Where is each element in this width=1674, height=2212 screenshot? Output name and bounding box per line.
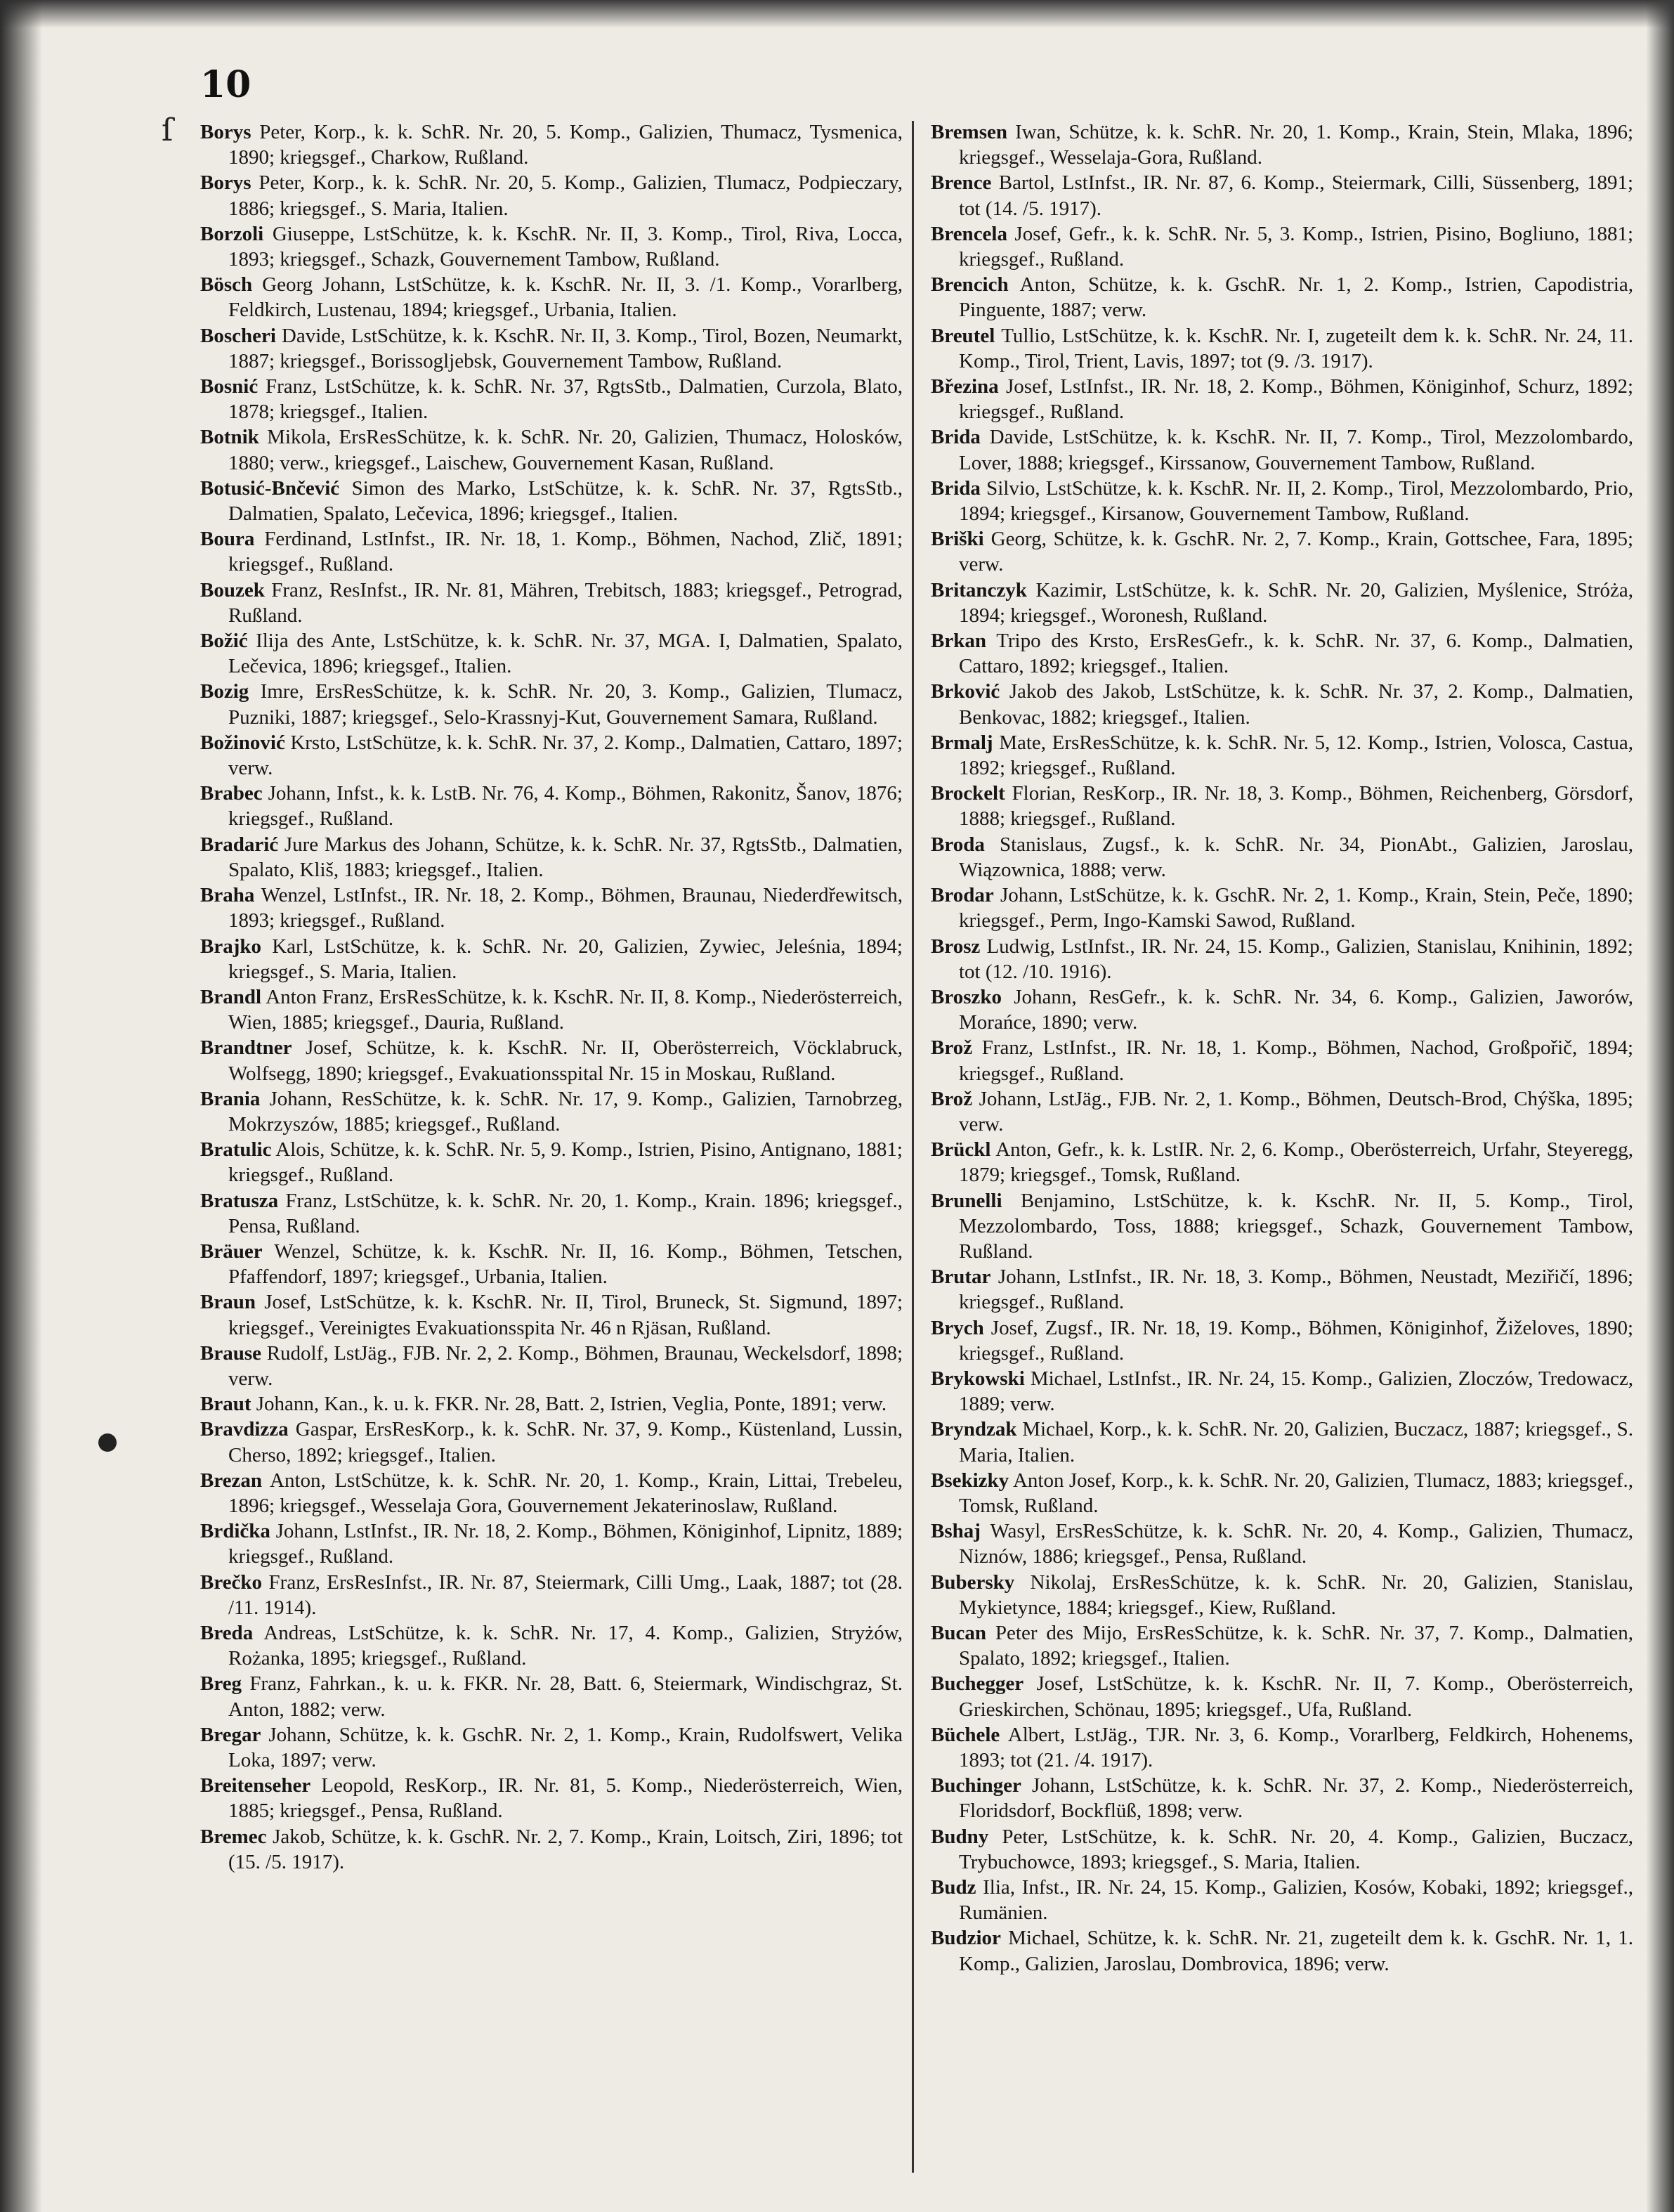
entry-surname: Brockelt bbox=[931, 782, 1005, 805]
scan-shadow-top bbox=[0, 0, 1674, 28]
entry-details: Franz, LstInfst., IR. Nr. 18, 1. Komp., Böhmen, Nachod, Großpořič, 1894; kriegsgef., Rußland. bbox=[959, 1036, 1633, 1085]
list-entry bbox=[931, 1264, 1633, 1315]
entry-surname: Bravdizza bbox=[200, 1418, 289, 1441]
scan-shadow-left bbox=[0, 0, 42, 2212]
list-entry bbox=[931, 374, 1633, 424]
entry-details: Mikola, ErsResSchütze, k. k. SchR. Nr. 20, Galizien, Thumacz, Holosków, 1880; verw., kriegsgef., Laischew, Gouvernement Kasan, Rußland. bbox=[228, 426, 903, 474]
entry-details: Anton, Schütze, k. k. GschR. Nr. 1, 2. Komp., Istrien, Capodistria, Pinguente, 1887; verw. bbox=[959, 273, 1634, 322]
list-entry bbox=[200, 1570, 903, 1620]
entry-details: Franz, LstSchütze, k. k. SchR. Nr. 37, RgtsStb., Dalmatien, Curzola, Blato, 1878; kriegsgef., Italien. bbox=[228, 375, 903, 424]
list-entry bbox=[931, 578, 1633, 628]
entry-surname: Budz bbox=[931, 1876, 976, 1899]
entry-surname: Brosz bbox=[931, 935, 981, 958]
entry-details: Jakob, Schütze, k. k. GschR. Nr. 2, 7. Komp., Krain, Loitsch, Ziri, 1896; tot (15. /5. 1917). bbox=[228, 1825, 903, 1873]
entry-surname: Braun bbox=[200, 1291, 256, 1314]
entry-details: Krsto, LstSchütze, k. k. SchR. Nr. 37, 2. Komp., Dalmatien, Cattaro, 1897; verw. bbox=[228, 731, 903, 780]
entry-surname: Brückl bbox=[931, 1138, 991, 1162]
list-entry bbox=[200, 1773, 903, 1823]
entry-surname: Büchele bbox=[931, 1723, 1000, 1746]
entry-surname: Brož bbox=[931, 1036, 973, 1060]
list-entry bbox=[200, 628, 903, 679]
entry-details: Giuseppe, LstSchütze, k. k. KschR. Nr. II, 3. Komp., Tirol, Riva, Locca, 1893; kriegsgef., Schazk, Gouvernement Tambow, Rußland. bbox=[228, 222, 903, 271]
list-entry bbox=[931, 781, 1633, 831]
entry-details: Anton Josef, Korp., k. k. SchR. Nr. 20, Galizien, Tlumacz, 1883; kriegsgef., Tomsk, Rußland. bbox=[959, 1469, 1633, 1517]
entry-surname: Bubersky bbox=[931, 1570, 1015, 1594]
list-entry bbox=[931, 1570, 1633, 1620]
list-entry bbox=[931, 476, 1633, 526]
list-entry bbox=[200, 424, 903, 475]
entry-details: Florian, ResKorp., IR. Nr. 18, 3. Komp., Böhmen, Reichenberg, Görsdorf, 1888; kriegsgef., Rußland. bbox=[959, 782, 1633, 831]
entry-details: Peter, LstSchütze, k. k. SchR. Nr. 20, 4. Komp., Galizien, Buczacz, Trybuchowce, 1893; kriegsgef., S. Maria, Italien. bbox=[959, 1825, 1633, 1873]
entry-surname: Brož bbox=[931, 1087, 973, 1110]
list-entry bbox=[931, 1468, 1633, 1518]
page-number: 10 bbox=[200, 63, 251, 106]
entry-surname: Brida bbox=[931, 426, 981, 449]
list-entry bbox=[200, 730, 903, 781]
list-entry bbox=[931, 934, 1633, 984]
entry-surname: Bshaj bbox=[931, 1520, 981, 1543]
entry-details: Josef, LstSchütze, k. k. KschR. Nr. II, Tirol, Bruneck, St. Sigmund, 1897; kriegsgef., Vereinigtes Evakuationsspita Nr. 46 n Rjäsan, Rußland. bbox=[228, 1291, 903, 1339]
list-entry bbox=[931, 679, 1633, 729]
entry-surname: Borys bbox=[200, 171, 251, 195]
entry-surname: Bräuer bbox=[200, 1240, 263, 1263]
entry-details: Kazimir, LstSchütze, k. k. SchR. Nr. 20, Galizien, Myślenice, Stróża, 1894; kriegsgef., Woronesh, Rußland. bbox=[959, 578, 1634, 627]
list-entry bbox=[931, 1366, 1633, 1417]
entry-surname: Buchegger bbox=[931, 1672, 1024, 1696]
entry-details: Michael, LstInfst., IR. Nr. 24, 15. Komp., Galizien, Zloczów, Tredowacz, 1889; verw. bbox=[959, 1367, 1633, 1416]
list-entry bbox=[200, 221, 903, 272]
entry-details: Michael, Schütze, k. k. SchR. Nr. 21, zugeteilt dem k. k. GschR. Nr. 1, 1. Komp., Galizien, Jaroslau, Dombrovica, 1896; verw. bbox=[959, 1927, 1634, 1975]
list-entry bbox=[931, 526, 1633, 577]
list-entry bbox=[200, 1086, 903, 1137]
list-entry bbox=[200, 1620, 903, 1671]
list-entry bbox=[931, 119, 1633, 170]
list-entry bbox=[200, 170, 903, 221]
entry-surname: Bradarić bbox=[200, 833, 279, 856]
entry-details: Karl, LstSchütze, k. k. SchR. Nr. 20, Galizien, Zywiec, Jeleśnia, 1894; kriegsgef., S. Maria, Italien. bbox=[228, 935, 903, 983]
entry-details: Georg Johann, LstSchütze, k. k. KschR. Nr. II, 3. /1. Komp., Vorarlberg, Feldkirch, Lustenau, 1894; kriegsgef., Urbania, Italien. bbox=[228, 273, 903, 322]
list-entry bbox=[200, 934, 903, 984]
entry-surname: Botnik bbox=[200, 426, 259, 449]
entry-details: Johann, ResGefr., k. k. SchR. Nr. 34, 6. Komp., Galizien, Jaworów, Morańce, 1890; verw. bbox=[959, 985, 1634, 1034]
entry-details: Josef, Gefr., k. k. SchR. Nr. 5, 3. Komp., Istrien, Pisino, Bogliuno, 1881; kriegsgef., Rußland. bbox=[959, 222, 1633, 271]
left-column bbox=[200, 119, 903, 1875]
list-entry bbox=[931, 1875, 1633, 1925]
entry-surname: Brause bbox=[200, 1341, 261, 1365]
entry-details: Johann, ResSchütze, k. k. SchR. Nr. 17, 9. Komp., Galizien, Tarnobrzeg, Mokrzyszów, 1885; kriegsgef., Rußland. bbox=[228, 1087, 903, 1136]
list-entry bbox=[931, 832, 1633, 883]
entry-details: Johann, LstSchütze, k. k. SchR. Nr. 37, 2. Komp., Niederösterreich, Floridsdorf, Bockflüß, 1898; verw. bbox=[959, 1774, 1633, 1823]
list-entry bbox=[200, 1468, 903, 1518]
column-divider bbox=[912, 121, 914, 2173]
entry-surname: Brencela bbox=[931, 222, 1007, 245]
entry-details: Bartol, LstInfst., IR. Nr. 87, 6. Komp., Steiermark, Cilli, Süssenberg, 1891; tot (14. /5. 1917). bbox=[959, 171, 1633, 220]
list-entry bbox=[200, 1341, 903, 1391]
list-entry bbox=[931, 1417, 1633, 1467]
list-entry bbox=[200, 1188, 903, 1239]
entry-details: Peter des Mijo, ErsResSchütze, k. k. SchR. Nr. 37, 7. Komp., Dalmatien, Spalato, 1892; kriegsgef., Italien. bbox=[959, 1621, 1633, 1670]
list-entry bbox=[931, 1824, 1633, 1875]
entry-details: Ilia, Infst., IR. Nr. 24, 15. Komp., Galizien, Kosów, Kobaki, 1892; kriegsgef., Rumänien. bbox=[959, 1876, 1633, 1925]
list-entry bbox=[931, 984, 1633, 1035]
entry-surname: Breg bbox=[200, 1672, 242, 1696]
list-entry bbox=[200, 119, 903, 170]
entry-details: Peter, Korp., k. k. SchR. Nr. 20, 5. Komp., Galizien, Thumacz, Tysmenica, 1890; kriegsgef., Charkow, Rußland. bbox=[228, 121, 903, 169]
entry-surname: Boscheri bbox=[200, 324, 276, 347]
list-entry bbox=[931, 1925, 1633, 1976]
entry-surname: Bryndzak bbox=[931, 1418, 1017, 1441]
list-entry bbox=[200, 1289, 903, 1340]
list-entry bbox=[200, 323, 903, 374]
entry-surname: Bratulic bbox=[200, 1138, 272, 1162]
entry-surname: Borys bbox=[200, 121, 251, 143]
list-entry bbox=[200, 1518, 903, 1569]
entry-details: Stanislaus, Zugsf., k. k. SchR. Nr. 34, PionAbt., Galizien, Jaroslau, Wiązownica, 1888; verw. bbox=[959, 833, 1634, 881]
entry-surname: Bregar bbox=[200, 1723, 261, 1746]
entry-surname: Brych bbox=[931, 1316, 984, 1339]
entry-details: Josef, LstSchütze, k. k. KschR. Nr. II, 7. Komp., Oberösterreich, Grieskirchen, Schönau, 1895; kriegsgef., Ufa, Rußland. bbox=[959, 1672, 1634, 1721]
entry-surname: Brmalj bbox=[931, 731, 993, 754]
list-entry bbox=[200, 1035, 903, 1086]
entry-surname: Brković bbox=[931, 680, 1000, 703]
entry-details: Wasyl, ErsResSchütze, k. k. SchR. Nr. 20, 4. Komp., Galizien, Thumacz, Niznów, 1886; kriegsgef., Pensa, Rußland. bbox=[959, 1520, 1634, 1568]
entry-surname: Broszko bbox=[931, 985, 1002, 1008]
entry-surname: Bremec bbox=[200, 1825, 267, 1848]
entry-surname: Božinović bbox=[200, 731, 285, 754]
list-entry bbox=[200, 1417, 903, 1467]
entry-surname: Brdička bbox=[200, 1520, 270, 1543]
list-entry bbox=[931, 1722, 1633, 1773]
entry-surname: Bouzek bbox=[200, 578, 265, 601]
entry-details: Franz, Fahrkan., k. u. k. FKR. Nr. 28, Batt. 6, Steiermark, Windischgraz, St. Anton, 1882; verw. bbox=[228, 1672, 903, 1721]
list-entry bbox=[931, 1188, 1633, 1265]
entry-details: Franz, ErsResInfst., IR. Nr. 87, Steiermark, Cilli Umg., Laak, 1887; tot (28. /11. 1914). bbox=[228, 1570, 903, 1619]
entry-surname: Bsekizky bbox=[931, 1469, 1009, 1492]
list-entry bbox=[931, 170, 1633, 221]
list-entry bbox=[200, 781, 903, 831]
entry-details: Ferdinand, LstInfst., IR. Nr. 18, 1. Komp., Böhmen, Nachod, Zlič, 1891; kriegsgef., Rußland. bbox=[228, 528, 903, 576]
list-entry bbox=[931, 628, 1633, 679]
entry-surname: Brida bbox=[931, 476, 981, 500]
entry-surname: Briški bbox=[931, 528, 984, 551]
entry-details: Jakob des Jakob, LstSchütze, k. k. SchR. Nr. 37, 2. Komp., Dalmatien, Benkovac, 1882; kriegsgef., Italien. bbox=[959, 680, 1633, 729]
entry-surname: Braha bbox=[200, 884, 255, 907]
entry-surname: Bremsen bbox=[931, 121, 1008, 143]
entry-surname: Brandtner bbox=[200, 1036, 292, 1060]
entry-details: Anton, Gefr., k. k. LstIR. Nr. 2, 6. Komp., Oberösterreich, Urfahr, Steyeregg, 1879; kriegsgef., Tomsk, Rußland. bbox=[959, 1138, 1633, 1187]
entry-details: Silvio, LstSchütze, k. k. KschR. Nr. II, 2. Komp., Tirol, Mezzolombardo, Prio, 1894; kriegsgef., Kirsanow, Gouvernement Tambow, Rußland. bbox=[959, 476, 1633, 526]
list-entry bbox=[200, 1391, 903, 1417]
entry-details: Leopold, ResKorp., IR. Nr. 81, 5. Komp., Niederösterreich, Wien, 1885; kriegsgef., Pensa, Rußland. bbox=[228, 1774, 903, 1823]
list-entry bbox=[200, 272, 903, 323]
entry-details: Davide, LstSchütze, k. k. KschR. Nr. II, 7. Komp., Tirol, Mezzolombardo, Lover, 1888; kriegsgef., Kirssanow, Gouvernement Tambow, Rußland. bbox=[959, 426, 1634, 474]
entry-surname: Breda bbox=[200, 1621, 254, 1644]
list-entry bbox=[931, 272, 1633, 323]
scan-shadow-right bbox=[1646, 0, 1674, 2212]
entry-surname: Budzior bbox=[931, 1927, 1001, 1950]
list-entry bbox=[931, 1035, 1633, 1086]
entry-details: Simon des Marko, LstSchütze, k. k. SchR. Nr. 37, RgtsStb., Dalmatien, Spalato, Lečevica, 1896; kriegsgef., Italien. bbox=[228, 476, 903, 526]
entry-details: Andreas, LstSchütze, k. k. SchR. Nr. 17, 4. Komp., Galizien, Stryżów, Rożanka, 1895; kriegsgef., Rußland. bbox=[228, 1621, 903, 1670]
entry-surname: Bosnić bbox=[200, 375, 259, 398]
entry-details: Georg, Schütze, k. k. GschR. Nr. 2, 7. Komp., Krain, Gottschee, Fara, 1895; verw. bbox=[959, 528, 1634, 576]
entry-surname: Bucan bbox=[931, 1621, 986, 1644]
list-entry bbox=[931, 323, 1633, 374]
entry-surname: Broda bbox=[931, 833, 985, 856]
list-entry bbox=[200, 679, 903, 729]
entry-details: Johann, LstSchütze, k. k. GschR. Nr. 2, 1. Komp., Krain, Stein, Peče, 1890; kriegsgef., Perm, Ingo-Kamski Sawod, Rußland. bbox=[959, 884, 1634, 932]
entry-surname: Bratusza bbox=[200, 1189, 279, 1212]
entry-details: Wenzel, LstInfst., IR. Nr. 18, 2. Komp., Böhmen, Braunau, Niederdřewitsch, 1893; kriegsgef., Rußland. bbox=[228, 884, 903, 932]
entry-details: Tullio, LstSchütze, k. k. KschR. Nr. I, zugeteilt dem k. k. SchR. Nr. 24, 11. Komp., Tirol, Trient, Lavis, 1897; tot (9. /3. 1917). bbox=[959, 324, 1633, 372]
list-entry bbox=[200, 374, 903, 424]
entry-details: Iwan, Schütze, k. k. SchR. Nr. 20, 1. Komp., Krain, Stein, Mlaka, 1896; kriegsgef., Wesselaja-Gora, Rußland. bbox=[959, 121, 1634, 169]
list-entry bbox=[200, 1824, 903, 1875]
entry-surname: Bozig bbox=[200, 680, 249, 703]
entry-details: Jure Markus des Johann, Schütze, k. k. SchR. Nr. 37, RgtsStb., Dalmatien, Spalato, Kliš, 1883; kriegsgef., Italien. bbox=[228, 833, 903, 881]
ink-spot bbox=[98, 1433, 117, 1452]
list-entry bbox=[931, 1086, 1633, 1137]
entry-details: Johann, LstJäg., FJB. Nr. 2, 1. Komp., Böhmen, Deutsch-Brod, Chýška, 1895; verw. bbox=[959, 1087, 1633, 1136]
list-entry bbox=[200, 476, 903, 526]
right-column bbox=[931, 119, 1633, 1977]
list-entry bbox=[200, 832, 903, 883]
entry-details: Albert, LstJäg., TJR. Nr. 3, 6. Komp., Vorarlberg, Feldkirch, Hohenems, 1893; tot (21. /4. 1917). bbox=[959, 1723, 1633, 1771]
entry-surname: Brence bbox=[931, 171, 992, 195]
list-entry bbox=[931, 221, 1633, 272]
entry-details: Johann, LstInfst., IR. Nr. 18, 2. Komp., Böhmen, Königinhof, Lipnitz, 1889; kriegsgef., Rußland. bbox=[228, 1520, 903, 1568]
entry-surname: Brania bbox=[200, 1087, 261, 1110]
entry-details: Nikolaj, ErsResSchütze, k. k. SchR. Nr. 20, Galizien, Stanislau, Mykietynce, 1884; kriegsgef., Kiew, Rußland. bbox=[959, 1570, 1634, 1619]
entry-details: Michael, Korp., k. k. SchR. Nr. 20, Galizien, Buczacz, 1887; kriegsgef., S. Maria, Italien. bbox=[959, 1418, 1634, 1466]
list-entry bbox=[931, 1137, 1633, 1188]
entry-details: Mate, ErsResSchütze, k. k. SchR. Nr. 5, 12. Komp., Istrien, Volosca, Castua, 1892; kriegsgef., Rußland. bbox=[959, 731, 1634, 780]
entry-surname: Budny bbox=[931, 1825, 989, 1848]
entry-surname: Brykowski bbox=[931, 1367, 1025, 1390]
entry-details: Gaspar, ErsResKorp., k. k. SchR. Nr. 37, 9. Komp., Küstenland, Lussin, Cherso, 1892; kriegsgef., Italien. bbox=[228, 1418, 903, 1466]
entry-surname: Breitenseher bbox=[200, 1774, 311, 1797]
entry-surname: Brečko bbox=[200, 1570, 263, 1594]
entry-details: Johann, Infst., k. k. LstB. Nr. 76, 4. Komp., Böhmen, Rakonitz, Šanov, 1876; kriegsgef., Rußland. bbox=[228, 782, 903, 831]
entry-surname: Brencich bbox=[931, 273, 1009, 297]
entry-surname: Březina bbox=[931, 375, 999, 398]
entry-surname: Brkan bbox=[931, 630, 986, 653]
list-entry bbox=[200, 1671, 903, 1722]
entry-details: Josef, Zugsf., IR. Nr. 18, 19. Komp., Böhmen, Königinhof, Žiželoves, 1890; kriegsgef., Rußland. bbox=[959, 1316, 1634, 1365]
list-entry bbox=[200, 526, 903, 577]
entry-details: Josef, LstInfst., IR. Nr. 18, 2. Komp., Böhmen, Königinhof, Schurz, 1892; kriegsgef., Rußland. bbox=[959, 375, 1633, 424]
entry-details: Johann, Kan., k. u. k. FKR. Nr. 28, Batt. 2, Istrien, Veglia, Ponte, 1891; verw. bbox=[256, 1393, 887, 1416]
list-entry bbox=[931, 1518, 1633, 1569]
entry-details: Ilija des Ante, LstSchütze, k. k. SchR. Nr. 37, MGA. I, Dalmatien, Spalato, Lečevica, 1896; kriegsgef., Italien. bbox=[228, 630, 903, 678]
entry-surname: Britanczyk bbox=[931, 578, 1027, 601]
entry-details: Anton, LstSchütze, k. k. SchR. Nr. 20, 1. Komp., Krain, Littai, Trebeleu, 1896; kriegsgef., Wesselaja Gora, Gouvernement Jekaterinoslaw, Rußland. bbox=[228, 1469, 903, 1517]
entry-details: Johann, LstInfst., IR. Nr. 18, 3. Komp., Böhmen, Neustadt, Meziřičí, 1896; kriegsgef., Rußland. bbox=[959, 1266, 1634, 1314]
entry-surname: Brutar bbox=[931, 1266, 991, 1289]
entry-details: Johann, Schütze, k. k. GschR. Nr. 2, 1. Komp., Krain, Rudolfswert, Velika Loka, 1897; verw. bbox=[228, 1723, 903, 1771]
entry-details: Josef, Schütze, k. k. KschR. Nr. II, Oberösterreich, Vöcklabruck, Wolfsegg, 1890; kriegsgef., Evakuationsspital Nr. 15 in Moskau, Rußland. bbox=[228, 1036, 903, 1085]
entry-details: Peter, Korp., k. k. SchR. Nr. 20, 5. Komp., Galizien, Tlumacz, Podpieczary, 1886; kriegsgef., S. Maria, Italien. bbox=[228, 171, 903, 220]
entry-surname: Božić bbox=[200, 630, 248, 653]
list-entry bbox=[931, 1773, 1633, 1823]
entry-details: Tripo des Krsto, ErsResGefr., k. k. SchR. Nr. 37, 6. Komp., Dalmatien, Cattaro, 1892; kriegsgef., Italien. bbox=[959, 630, 1633, 678]
entry-details: Alois, Schütze, k. k. SchR. Nr. 5, 9. Komp., Istrien, Pisino, Antignano, 1881; kriegsgef., Rußland. bbox=[228, 1138, 903, 1187]
entry-surname: Buchinger bbox=[931, 1774, 1021, 1797]
list-entry bbox=[200, 1137, 903, 1188]
list-entry bbox=[931, 730, 1633, 781]
list-entry bbox=[931, 1620, 1633, 1671]
entry-details: Wenzel, Schütze, k. k. KschR. Nr. II, 16. Komp., Böhmen, Tetschen, Pfaffendorf, 1897; kriegsgef., Urbania, Italien. bbox=[228, 1240, 903, 1289]
entry-surname: Brabec bbox=[200, 782, 263, 805]
list-entry bbox=[931, 883, 1633, 933]
entry-surname: Bösch bbox=[200, 273, 253, 297]
entry-details: Franz, ResInfst., IR. Nr. 81, Mähren, Trebitsch, 1883; kriegsgef., Petrograd, Rußland. bbox=[228, 578, 903, 627]
entry-details: Franz, LstSchütze, k. k. SchR. Nr. 20, 1. Komp., Krain. 1896; kriegsgef., Pensa, Rußland. bbox=[228, 1189, 903, 1237]
list-entry bbox=[200, 1722, 903, 1773]
list-entry bbox=[931, 1315, 1633, 1366]
entry-surname: Brandl bbox=[200, 985, 262, 1008]
entry-surname: Brajko bbox=[200, 935, 261, 958]
entry-surname: Brezan bbox=[200, 1469, 263, 1492]
list-entry bbox=[200, 883, 903, 933]
list-entry bbox=[200, 1239, 903, 1289]
entry-surname: Brodar bbox=[931, 884, 994, 907]
entry-details: Imre, ErsResSchütze, k. k. SchR. Nr. 20, 3. Komp., Galizien, Tlumacz, Puzniki, 1887; kriegsgef., Selo-Krassnyj-Kut, Gouvernement Samara, Rußland. bbox=[228, 680, 903, 729]
list-entry bbox=[931, 424, 1633, 475]
list-entry bbox=[200, 984, 903, 1035]
list-entry bbox=[200, 578, 903, 628]
margin-mark: ſ bbox=[162, 112, 174, 148]
entry-surname: Boura bbox=[200, 528, 255, 551]
entry-surname: Brunelli bbox=[931, 1189, 1002, 1212]
entry-details: Ludwig, LstInfst., IR. Nr. 24, 15. Komp., Galizien, Stanislau, Knihinin, 1892; tot (12. /10. 1916). bbox=[959, 935, 1633, 983]
entry-surname: Botusić-Bnčević bbox=[200, 476, 340, 500]
list-entry bbox=[931, 1671, 1633, 1722]
entry-surname: Braut bbox=[200, 1393, 251, 1416]
entry-surname: Breutel bbox=[931, 324, 995, 347]
entry-details: Rudolf, LstJäg., FJB. Nr. 2, 2. Komp., Böhmen, Braunau, Weckelsdorf, 1898; verw. bbox=[228, 1341, 903, 1390]
entry-details: Benjamino, LstSchütze, k. k. KschR. Nr. II, 5. Komp., Tirol, Mezzolombardo, Toss, 1888; kriegsgef., Schazk, Gouvernement Tambow, Rußland. bbox=[959, 1189, 1633, 1263]
entry-details: Anton Franz, ErsResSchütze, k. k. KschR. Nr. II, 8. Komp., Niederösterreich, Wien, 1885; kriegsgef., Dauria, Rußland. bbox=[228, 985, 903, 1034]
entry-surname: Borzoli bbox=[200, 222, 264, 245]
entry-details: Davide, LstSchütze, k. k. KschR. Nr. II, 3. Komp., Tirol, Bozen, Neumarkt, 1887; kriegsgef., Borissogljebsk, Gouvernement Tambow, Rußland. bbox=[228, 324, 903, 372]
